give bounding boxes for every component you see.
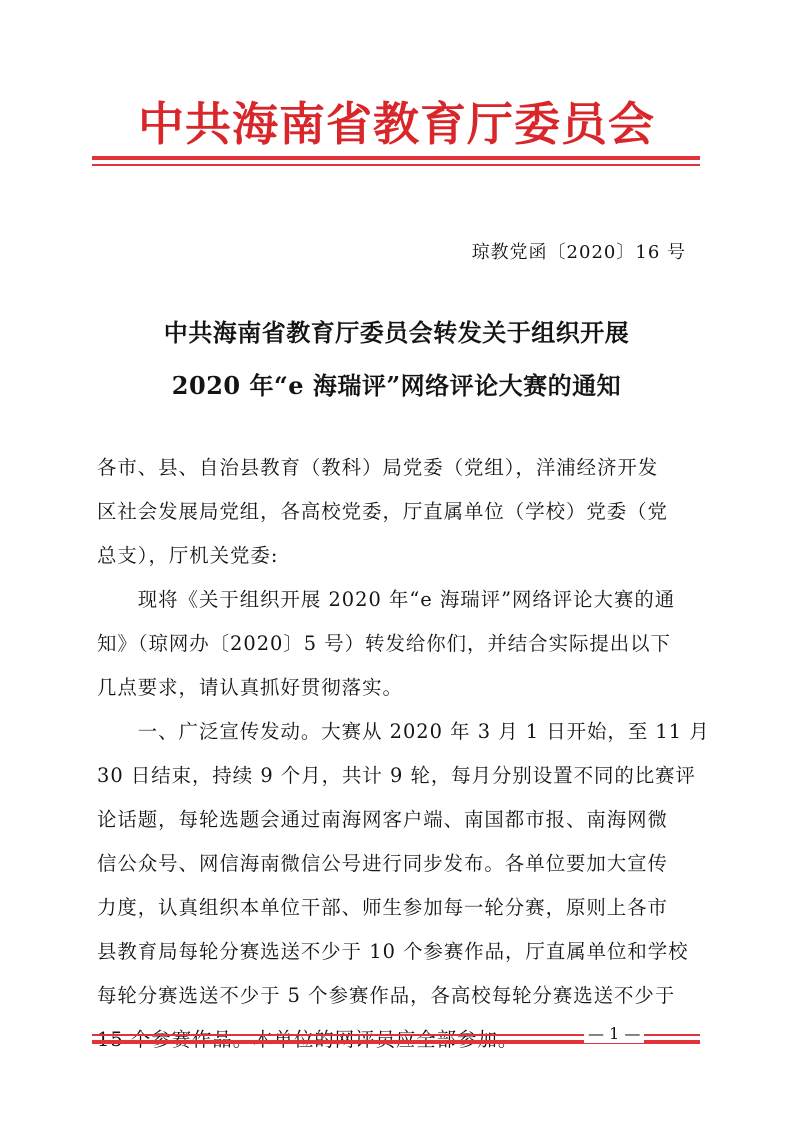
body-line: 每轮分赛选送不少于 5 个参赛作品，各高校每轮分赛选送不少于 xyxy=(97,984,676,1007)
body-line: 几点要求，请认真抓好贯彻落实。 xyxy=(97,676,403,699)
document-title-line-1: 中共海南省教育厅委员会转发关于组织开展 xyxy=(163,318,630,347)
document-number: 琼教党函〔2020〕16 号 xyxy=(471,242,686,263)
body-line: 县教育局每轮分赛选送不少于 10 个参赛作品，厅直属单位和学校 xyxy=(97,940,689,963)
body-line: 信公众号、网信海南微信公号进行同步发布。各单位要加大宣传 xyxy=(97,852,668,875)
body-line: 力度，认真组织本单位干部、师生参加每一轮分赛，原则上各市 xyxy=(97,896,668,919)
header-red-rule-thin xyxy=(92,164,700,166)
body-line: 知》（琼网办〔2020〕5 号）转发给你们，并结合实际提出以下 xyxy=(97,632,671,655)
issuing-organization-header: 中共海南省教育厅委员会 xyxy=(138,97,655,151)
header-red-rule-thick xyxy=(92,156,700,160)
document-title-line-2: 2020 年“e 海瑞评”网络评论大赛的通知 xyxy=(171,371,622,400)
body-line: 论话题，每轮选题会通过南海网客户端、南国都市报、南海网微 xyxy=(97,808,668,831)
body-line: 30 日结束，持续 9 个月，共计 9 轮，每月分别设置不同的比赛评 xyxy=(97,764,696,787)
body-line: 各市、县、自治县教育（教科）局党委（党组），洋浦经济开发 xyxy=(97,456,659,479)
body-line: 区社会发展局党组，各高校党委，厅直属单位（学校）党委（党 xyxy=(97,500,668,523)
body-line: 总支），厅机关党委: xyxy=(97,544,279,567)
body-line: 现将《关于组织开展 2020 年“e 海瑞评”网络评论大赛的通 xyxy=(97,588,676,611)
body-line: 一、广泛宣传发动。大赛从 2020 年 3 月 1 日开始，至 11 月 xyxy=(97,720,710,743)
page-number: — 1 — xyxy=(584,1024,644,1043)
